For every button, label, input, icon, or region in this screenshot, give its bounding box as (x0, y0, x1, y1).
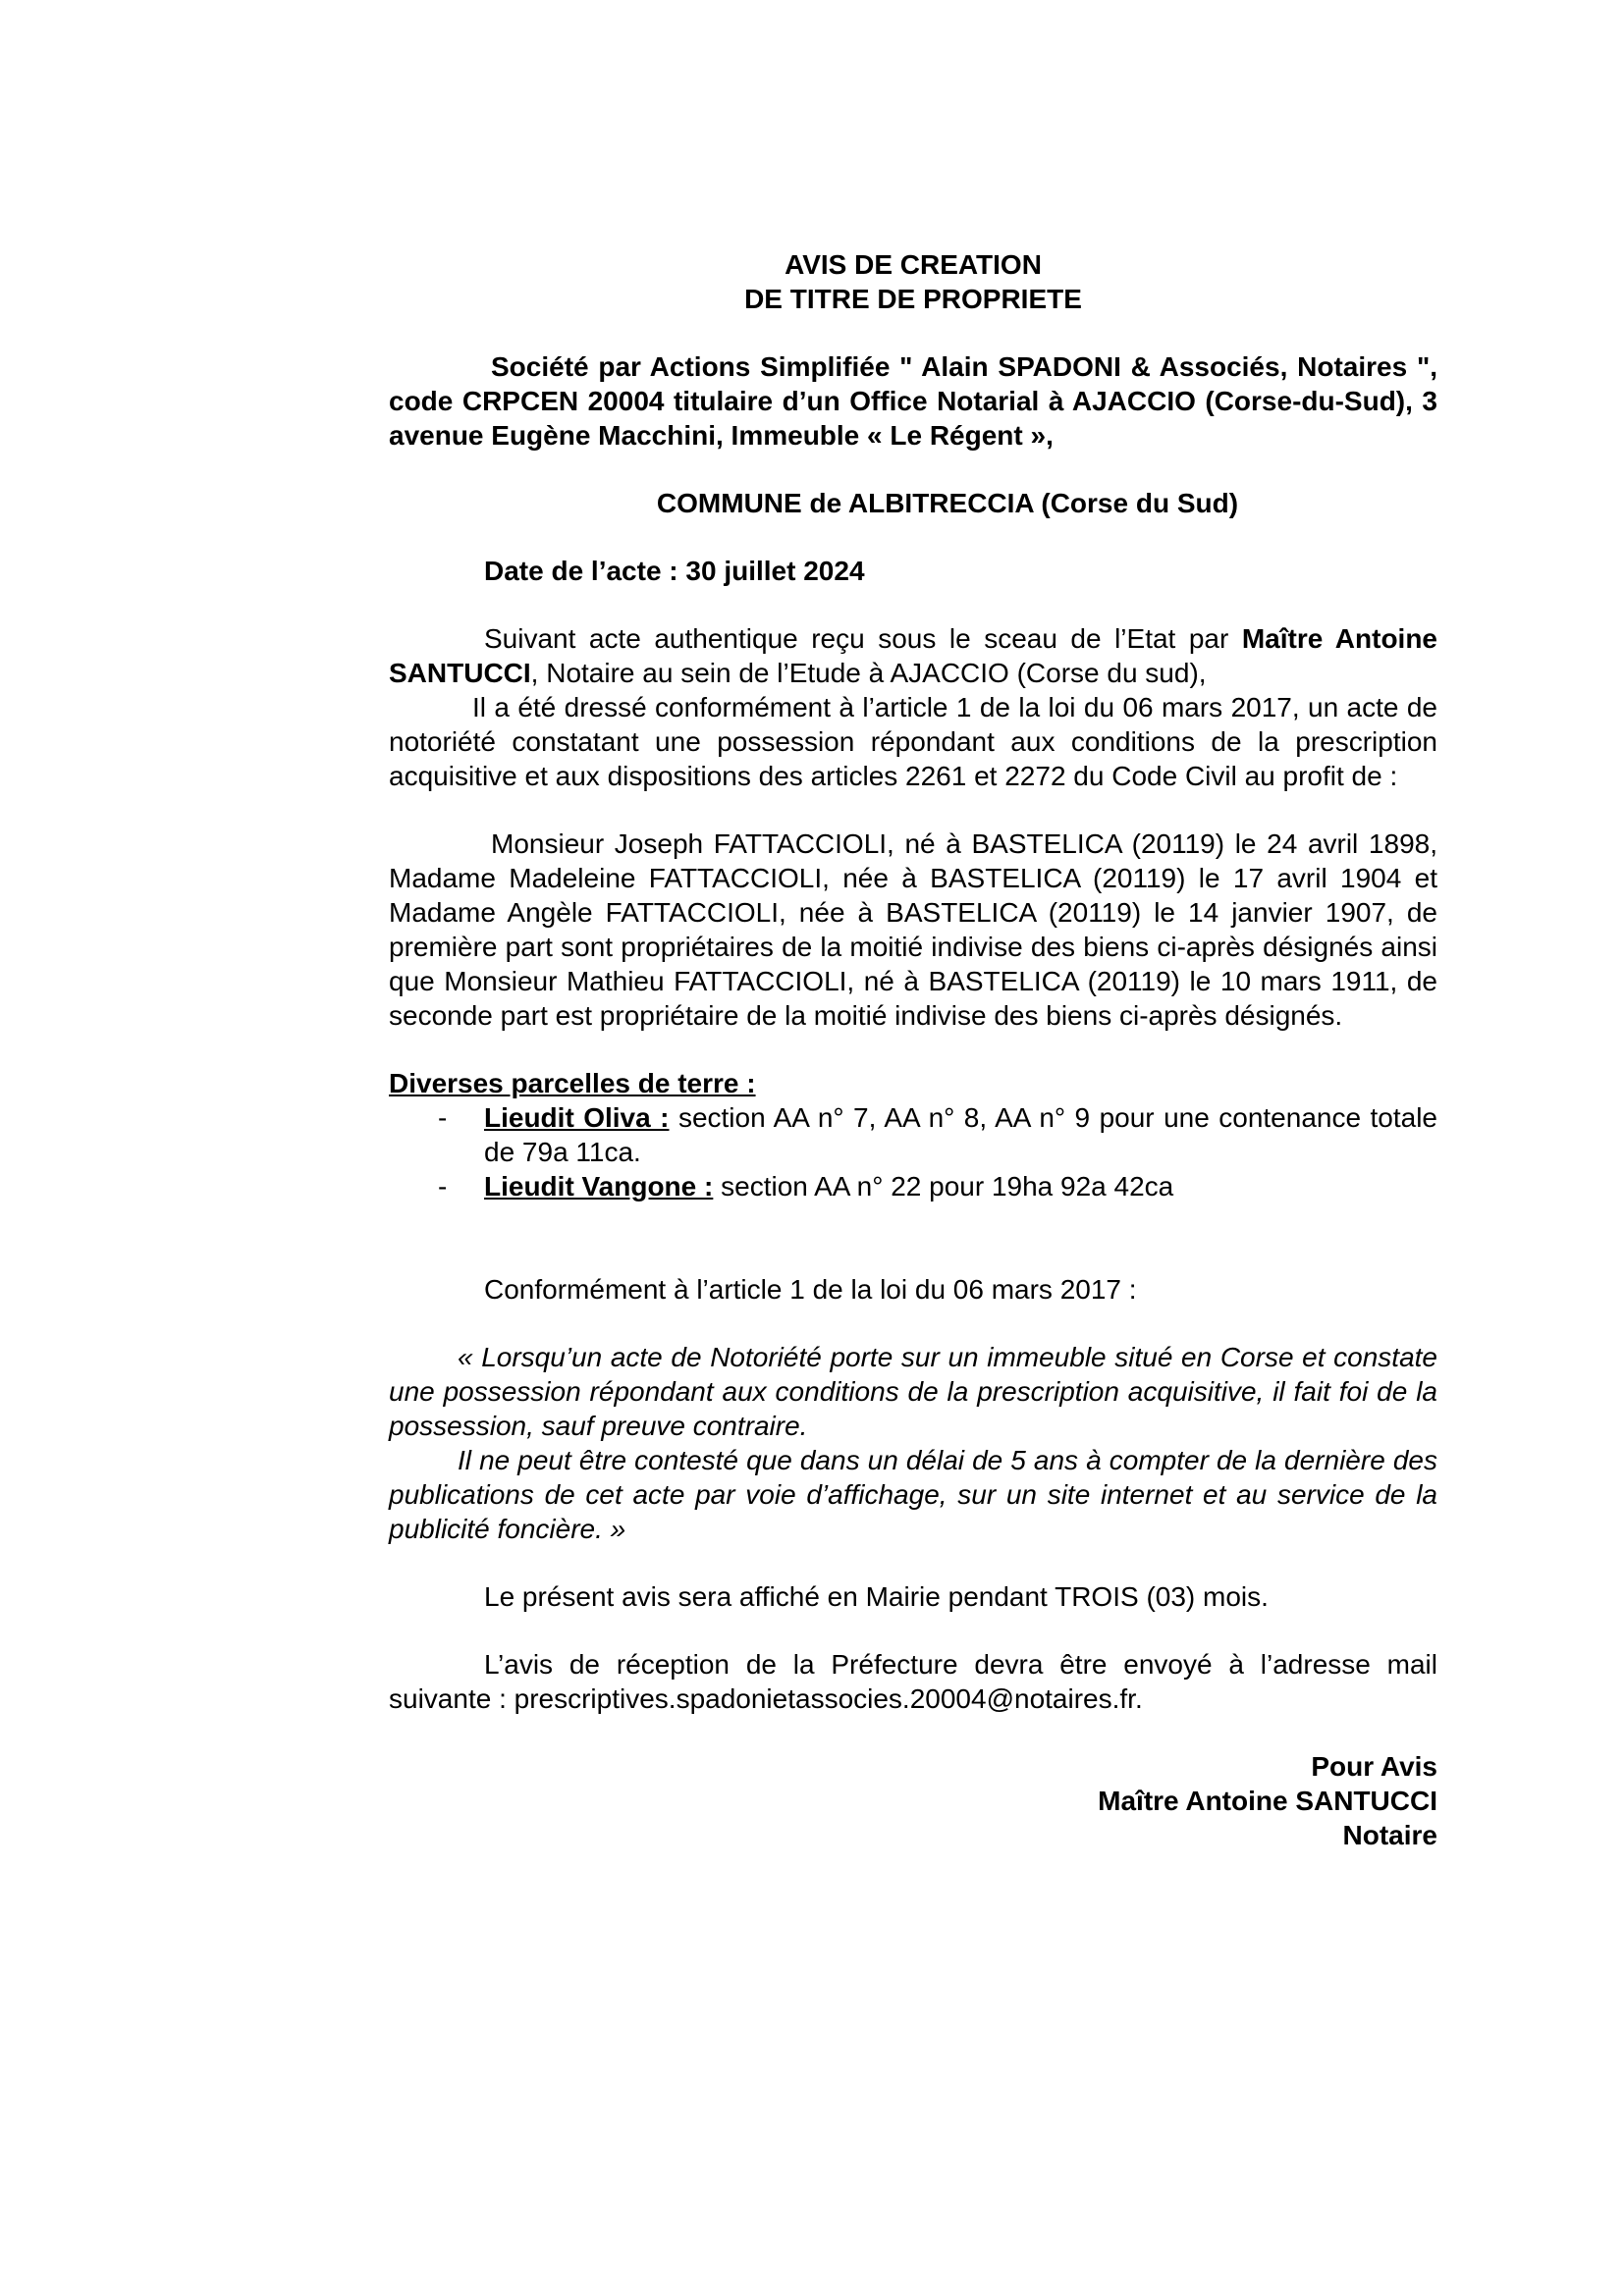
parcelle-item (389, 1100, 1437, 1169)
parcelle-text: section AA n° 22 pour 19ha 92a 42ca (713, 1171, 1174, 1201)
signature-line-2: Maître Antoine SANTUCCI (1098, 1786, 1437, 1816)
loi-intro: Conformément à l’article 1 de la loi du 06 mars 2017 : (484, 1274, 1137, 1305)
parcelle-item (389, 1169, 1437, 1203)
notaire-name: Maître Antoine SANTUCCI (389, 623, 1437, 688)
parcelle-text: section AA n° 7, AA n° 8, AA n° 9 pour une contenance totale de 79a 11ca. (484, 1102, 1437, 1167)
title-line-1: AVIS DE CREATION (785, 249, 1042, 280)
title-line-2: DE TITRE DE PROPRIETE (744, 284, 1082, 314)
parcelle-label: Lieudit Vangone : (484, 1171, 714, 1201)
parcelle-label: Lieudit Oliva : (484, 1102, 670, 1133)
acte-text-c: , Notaire au sein de l’Etude à AJACCIO (Corse du sud), (530, 658, 1207, 688)
commune-line: COMMUNE de ALBITRECCIA (Corse du Sud) (656, 488, 1239, 518)
signature-line-3: Notaire (1342, 1820, 1437, 1850)
document-title (389, 247, 1437, 316)
parcelles-list (389, 1100, 1437, 1203)
signature-block (389, 1749, 1437, 1852)
date-line: Date de l’acte : 30 juillet 2024 (484, 556, 865, 586)
loi-quote-2: Il ne peut être contesté que dans un délai de 5 ans à compter de la dernière des publications de cet acte par voie d’affichage, sur un site internet et au service de la publicité foncière. » (389, 1445, 1437, 1544)
beneficiaires-paragraph: Monsieur Joseph FATTACCIOLI, né à BASTELICA (20119) le 24 avril 1898, Madame Madeleine FATTACCIOLI, née à BASTELICA (20119) le 17 avril 1904 et Madame Angèle FATTACCIOLI, née à BASTELICA (20119) le 14 janvier 1907, de première part sont propriétaires de la moitié indivise des biens ci-après désignés ainsi que Monsieur Mathieu FATTACCIOLI, né à BASTELICA (20119) le 10 mars 1911, de seconde part est propriétaire de la moitié indivise des biens ci-après désignés. (389, 828, 1437, 1031)
intro-paragraph: Société par Actions Simplifiée " Alain SPADONI & Associés, Notaires ", code CRPCEN 20004 titulaire d’un Office Notarial à AJACCIO (Corse-du-Sud), 3 avenue Eugène Macchini, Immeuble « Le Régent », (389, 351, 1437, 451)
prefecture-paragraph: L’avis de réception de la Préfecture devra être envoyé à l’adresse mail suivante : prescriptives.spadonietassocies.20004@notaires.fr. (389, 1649, 1437, 1714)
affichage-line: Le présent avis sera affiché en Mairie pendant TROIS (03) mois. (484, 1581, 1269, 1612)
list-dash: - (438, 1102, 448, 1133)
acte-text-a: Suivant acte authentique reçu sous le sceau de l’Etat par (484, 623, 1242, 654)
loi-quote-1: « Lorsqu’un acte de Notoriété porte sur un immeuble situé en Corse et constate une possession répondant aux conditions de la prescription acquisitive, il fait foi de la possession, sauf preuve contraire. (389, 1342, 1437, 1441)
parcelles-heading: Diverses parcelles de terre : (389, 1068, 756, 1098)
list-dash: - (438, 1171, 448, 1201)
acte-paragraph-1 (389, 621, 1437, 690)
signature-line-1: Pour Avis (1311, 1751, 1437, 1782)
document-page (389, 247, 1437, 1852)
acte-paragraph-2: Il a été dressé conformément à l’article 1 de la loi du 06 mars 2017, un acte de notoriété constatant une possession répondant aux conditions de la prescription acquisitive et aux dispositions des articles 2261 et 2272 du Code Civil au profit de : (389, 692, 1437, 791)
